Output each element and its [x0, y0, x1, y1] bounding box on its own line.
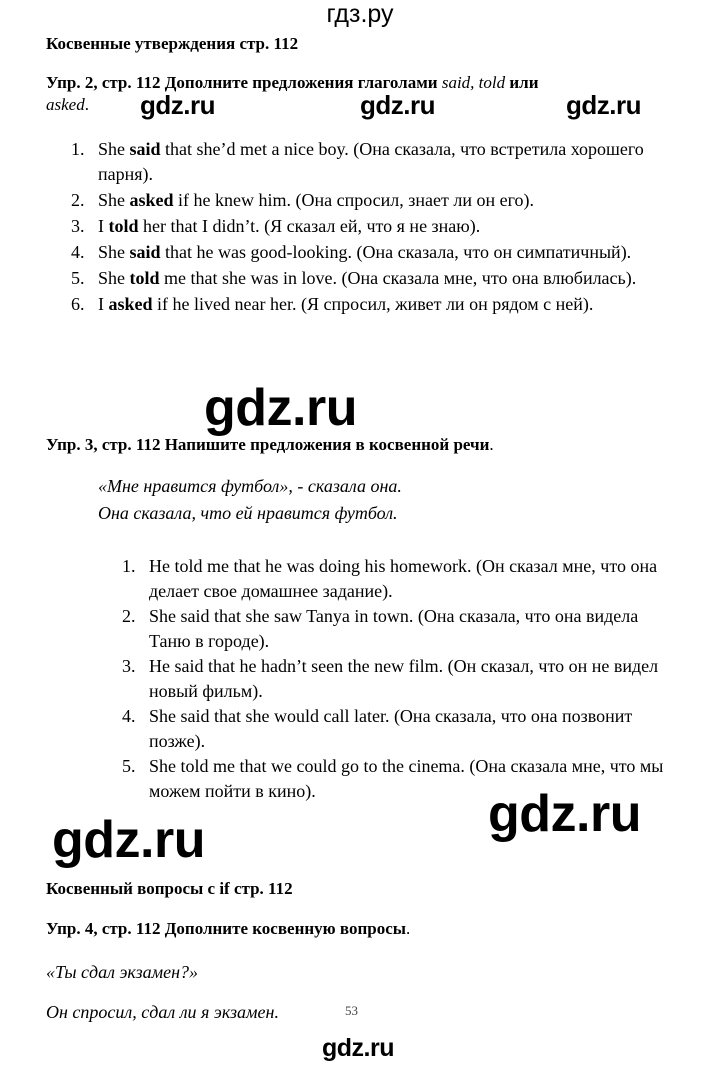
- exercise-3-example-answer: Она сказала, что ей нравится футбол.: [98, 503, 398, 523]
- exercise-2-period: .: [84, 95, 89, 114]
- list-item: 2. She said that she saw Tanya in town. (Она сказала, что она видела Таню в городе).: [122, 606, 639, 651]
- section-heading-indirect-statements: Косвенные утверждения стр. 112: [46, 34, 299, 53]
- watermark: gdz.ru: [488, 785, 641, 843]
- list-item: 3. He said that he hadn’t seen the new film. (Он сказал, что он не видел новый фильм).: [122, 656, 659, 701]
- list-item: 3. I told her that I didn’t. (Я сказал ей, что я не знаю).: [71, 216, 481, 236]
- exercise-2-or: или: [509, 73, 539, 92]
- exercise-2-asked: asked: [46, 95, 85, 114]
- watermark: gdz.ru: [566, 90, 641, 120]
- exercise-4-title-text: Упр. 4, стр. 112 Дополните косвенную вопросы: [46, 919, 407, 938]
- exercise-4-example-quote: «Ты сдал экзамен?»: [46, 962, 199, 982]
- list-item: 4. She said that he was good-looking. (Она сказала, что он симпатичный).: [71, 242, 632, 262]
- watermark: gdz.ru: [140, 90, 215, 120]
- list-item: 6. I asked if he lived near her. (Я спросил, живет ли он рядом с ней).: [71, 294, 594, 314]
- exercise-3-title: [46, 434, 676, 456]
- watermark: gdz.ru: [52, 811, 205, 869]
- watermark: gdz.ru: [204, 379, 357, 437]
- watermark: gdz.ru: [360, 90, 435, 120]
- list-item: 2. She asked if he knew him. (Она спросил, знает ли он его).: [71, 190, 535, 210]
- list-item: 5. She told me that we could go to the cinema. (Она сказала мне, что мы можем пойти в кино).: [122, 756, 664, 801]
- exercise-3-period: .: [489, 435, 494, 454]
- exercise-2-verbs: said, told: [441, 73, 506, 92]
- exercise-2-title-text: Упр. 2, стр. 112 Дополните предложения глаголами: [46, 73, 438, 92]
- page-number: 53: [345, 1003, 358, 1018]
- list-item: 4. She said that she would call later. (Она сказала, что она позвонит позже).: [122, 706, 633, 751]
- exercise-2-list: [71, 137, 658, 318]
- site-header: гдз.ру: [326, 0, 394, 28]
- exercise-3-list: [122, 554, 669, 804]
- exercise-3-example-quote: «Мне нравится футбол», - сказала она.: [98, 476, 402, 496]
- list-item: 1. He told me that he was doing his homework. (Он сказал мне, что она делает свое домашнее задание).: [122, 556, 658, 601]
- exercise-4-example-answer: Он спросил, сдал ли я экзамен.: [46, 1002, 279, 1022]
- exercise-3-title-text: Упр. 3, стр. 112 Напишите предложения в косвенной речи: [46, 435, 490, 454]
- list-item: 5. She told me that she was in love. (Она сказала мне, что она влюбилась).: [71, 268, 637, 288]
- watermark: gdz.ru: [322, 1034, 394, 1062]
- section-heading-indirect-questions: Косвенный вопросы с if стр. 112: [46, 879, 293, 898]
- list-item: 1. She said that she’d met a nice boy. (Она сказала, что встретила хорошего парня).: [71, 139, 644, 184]
- exercise-4-title: [46, 918, 676, 940]
- exercise-4-period: .: [406, 919, 411, 938]
